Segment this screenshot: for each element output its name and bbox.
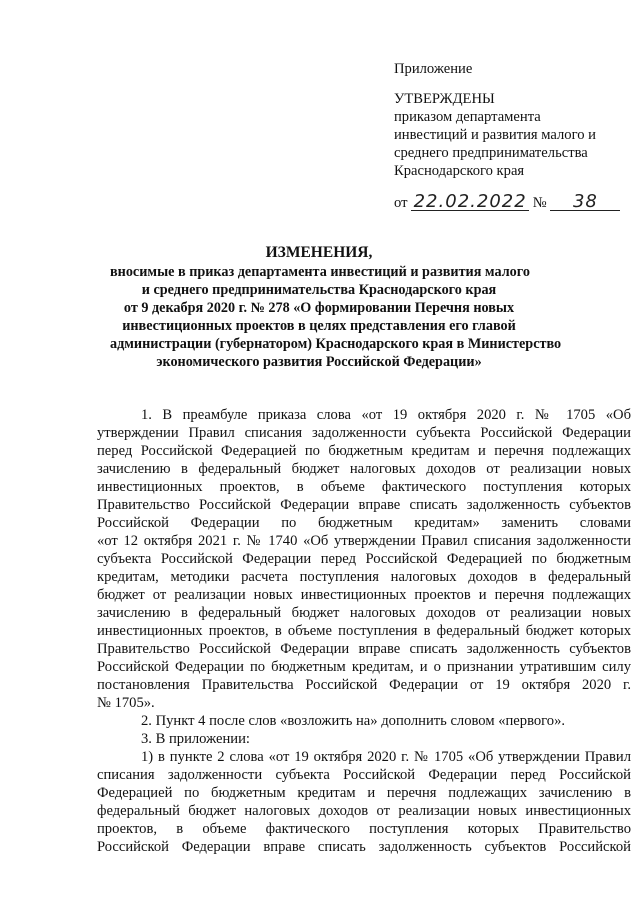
approval-line: Краснодарского края [394, 163, 525, 179]
handwritten-date: 22.02.2022 [411, 194, 529, 211]
body-line: федеральный бюджет налоговых доходов от реализации новых инвестиционных [97, 803, 631, 819]
body-line: № 1705». [97, 695, 155, 711]
heading-line: вносимые в приказ департамента инвестиций и развития малого [110, 264, 530, 280]
body-line: 1) в пункте 2 слова «от 19 октября 2020 г. № 1705 «Об утверждении Правил [141, 749, 631, 765]
approval-line: приказом департамента [394, 109, 541, 125]
body-line: зачислению в федеральный бюджет налоговых доходов от реализации новых [97, 605, 631, 621]
body-line: «от 12 октября 2021 г. № 1740 «Об утверждении Правил списания задолженности [97, 533, 631, 549]
body-line: 1. В преамбуле приказа слова «от 19 октября 2020 г. № 1705 «Об [141, 407, 631, 423]
document-heading [110, 243, 562, 371]
body-line: 2. Пункт 4 после слов «возложить на» дополнить словом «первого». [141, 713, 566, 729]
body-line: Российской Федерации по бюджетным кредитам, и о признании утратившим силу [97, 659, 631, 675]
approval-line: среднего предпринимательства [394, 145, 588, 161]
heading-line: от 9 декабря 2020 г. № 278 «О формировании Перечня новых [123, 300, 515, 316]
body-line: Российской Федерации по бюджетным кредитам» заменить словами [97, 515, 631, 531]
date-number-line [394, 191, 620, 212]
body-line: инвестиционных проектов, в объеме поступления в федеральный бюджет которых [97, 623, 631, 639]
date-prefix: от [394, 195, 408, 211]
approved-label: УТВЕРЖДЕНЫ [394, 91, 495, 107]
body-line: Правительство Российской Федерации вправе списать задолженность субъектов [97, 497, 631, 513]
body-line: проектов, в объеме фактического поступления которых Правительство [97, 821, 631, 837]
body-line: субъекта Российской Федерации перед Российской Федерацией по бюджетным [97, 551, 631, 567]
body-line: перед Российской Федерацией по бюджетным кредитам и перечня подлежащих [97, 443, 631, 459]
body-line: утверждении Правил списания задолженности субъекта Российской Федерации [97, 425, 631, 441]
body-line: Российской Федерации вправе списать задолженность субъектов Российской [97, 839, 631, 855]
body-line: Правительство Российской Федерации вправе списать задолженность субъектов [97, 641, 631, 657]
heading-line: и среднего предпринимательства Краснодарского края [141, 282, 497, 298]
body-line: 3. В приложении: [141, 731, 250, 747]
document-body [97, 406, 631, 856]
body-line: кредитам, методики расчета поступления налоговых доходов в федеральный [97, 569, 631, 585]
body-line: зачислению в федеральный бюджет налоговых доходов от реализации новых [97, 461, 631, 477]
body-line: постановления Правительства Российской Федерации от 19 октября 2020 г. [97, 677, 631, 693]
heading-line: инвестиционных проектов в целях представления его главой [122, 318, 516, 334]
body-line: бюджет от реализации новых инвестиционных проектов и перечня подлежащих [97, 587, 631, 603]
appendix-label: Приложение [394, 61, 473, 77]
heading-line: администрации (губернатором) Краснодарского края в Министерство [110, 336, 562, 352]
body-line: списания задолженности субъекта Российской Федерации перед Российской [97, 767, 631, 783]
approval-line: инвестиций и развития малого и [394, 127, 596, 143]
handwritten-number: 38 [550, 194, 620, 211]
approval-block [394, 60, 634, 180]
heading-title: ИЗМЕНЕНИЯ, [265, 244, 373, 261]
heading-line: экономического развития Российской Федерации» [156, 354, 482, 370]
body-line: инвестиционных проектов, в объеме фактического поступления которых [97, 479, 631, 495]
number-prefix: № [532, 195, 547, 211]
body-line: Федерацией по бюджетным кредитам и перечня подлежащих зачислению в [97, 785, 631, 801]
